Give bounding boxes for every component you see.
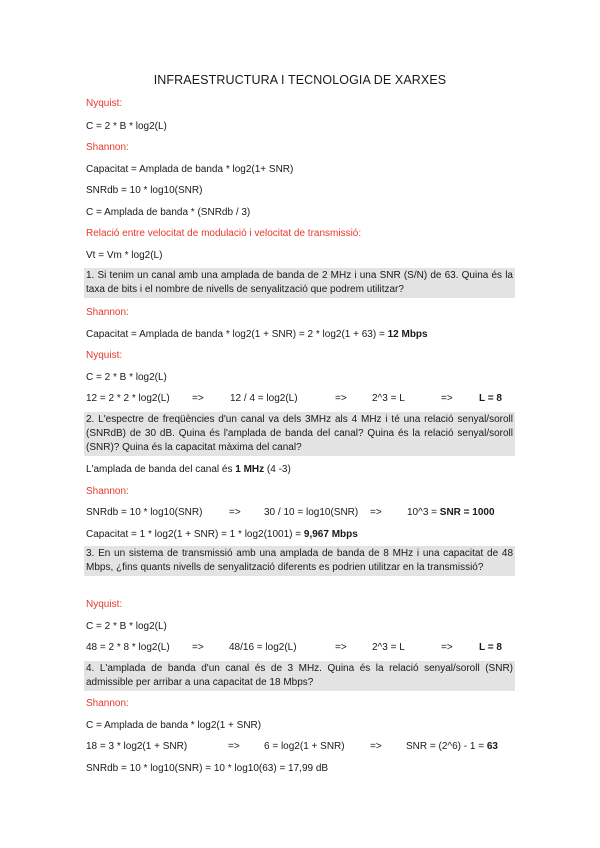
page-title: INFRAESTRUCTURA I TECNOLOGIA DE XARXES	[153, 73, 447, 87]
q1-shannon-calc-text: Capacitat = Amplada de banda * log2(1 + SNR) = 2 * log2(1 + 63) =	[86, 329, 388, 340]
q3-arrow-3: =>	[441, 642, 453, 653]
snrdb-formula: SNRdb = 10 * log10(SNR)	[86, 185, 203, 196]
q2-arrow-2: =>	[370, 507, 382, 518]
relation-label: Relació entre velocitat de modulació i velocitat de transmissió:	[86, 228, 362, 239]
q4-shannon-label: Shannon:	[86, 698, 129, 709]
q3-step-3: 2^3 = L	[372, 642, 405, 653]
q2-step-2: 30 / 10 = log10(SNR)	[264, 507, 359, 518]
q1-final: L = 8	[479, 393, 502, 404]
shannon-label: Shannon:	[86, 142, 129, 153]
q1-step-3: 2^3 = L	[372, 393, 405, 404]
q1-step-2: 12 / 4 = log2(L)	[230, 393, 298, 404]
q4-arrow-2: =>	[370, 741, 382, 752]
q2-bandwidth-note: (4 -3)	[264, 464, 291, 475]
q2-bandwidth-text: L'amplada de banda del canal és	[86, 464, 236, 475]
question-1: 1. Si tenim un canal amb una amplada de banda de 2 MHz i una SNR (S/N) de 63. Quina és la taxa de bits i el nombre de nivells de senyalització que podrem utilitzar?	[84, 268, 515, 298]
q3-arrow-1: =>	[192, 642, 204, 653]
q2-bandwidth-value: 1 MHz	[235, 464, 265, 475]
shannon-db-formula: C = Amplada de banda * (SNRdb / 3)	[86, 207, 251, 218]
q4-formula: C = Amplada de banda * log2(1 + SNR)	[86, 720, 262, 731]
q1-arrow-2: =>	[335, 393, 347, 404]
relation-formula: Vt = Vm * log2(L)	[86, 250, 163, 261]
q1-arrow-1: =>	[192, 393, 204, 404]
q1-arrow-3: =>	[441, 393, 453, 404]
q3-nyquist-formula: C = 2 * B * log2(L)	[86, 621, 167, 632]
q3-step-1: 48 = 2 * 8 * log2(L)	[86, 642, 170, 653]
q3-final: L = 8	[479, 642, 502, 653]
nyquist-label: Nyquist:	[86, 98, 123, 109]
q4-step-3-text: SNR = (2^6) - 1 =	[406, 741, 487, 752]
q2-bandwidth	[86, 463, 514, 476]
q4-arrow-1: =>	[228, 741, 240, 752]
q4-step-2: 6 = log2(1 + SNR)	[264, 741, 345, 752]
question-2: 2. L'espectre de freqüències d'un canal va dels 3MHz als 4 MHz i té una relació senyal/soroll (SNRdB) de 30 dB. Quina és l'amplada de banda del canal? Quina és la relació senyal/soroll (SNR)? Quina és la capacitat màxima del canal?	[84, 412, 515, 456]
q3-arrow-2: =>	[335, 642, 347, 653]
q2-arrow-1: =>	[229, 507, 241, 518]
q1-shannon-calc	[86, 328, 514, 341]
q1-shannon-label: Shannon:	[86, 307, 129, 318]
q4-snr-result: 63	[486, 741, 498, 752]
q2-step-3	[407, 506, 495, 519]
question-4: 4. L'amplada de banda d'un canal és de 3 MHz. Quina és la relació senyal/soroll (SNR) admissible per arribar a una capacitat de 18 Mbps?	[84, 661, 515, 691]
question-3: 3. En un sistema de transmissió amb una amplada de banda de 8 MHz i una capacitat de 48 Mbps, ¿fins quants nivells de senyalització diferents es podrien utilitzar en la transmissió?	[84, 546, 515, 576]
nyquist-formula: C = 2 * B * log2(L)	[86, 121, 167, 132]
q3-steps	[86, 641, 516, 655]
q2-step-1: SNRdb = 10 * log10(SNR)	[86, 507, 203, 518]
q2-capacity	[86, 528, 514, 541]
q2-capacity-calc: Capacitat = 1 * log2(1 + SNR) = 1 * log2(1001) =	[86, 529, 304, 540]
q1-nyquist-formula: C = 2 * B * log2(L)	[86, 372, 167, 383]
q4-snrdb: SNRdb = 10 * log10(SNR) = 10 * log10(63) = 17,99 dB	[86, 763, 329, 774]
q1-shannon-result: 12 Mbps	[387, 329, 428, 340]
q1-nyquist-label: Nyquist:	[86, 350, 123, 361]
shannon-formula: Capacitat = Amplada de banda * log2(1+ SNR)	[86, 164, 294, 175]
q2-shannon-label: Shannon:	[86, 486, 129, 497]
q2-snr-result: SNR = 1000	[439, 507, 495, 518]
q1-steps	[86, 392, 516, 406]
q2-steps	[86, 506, 516, 520]
q3-nyquist-label: Nyquist:	[86, 599, 123, 610]
q2-step-3-text: 10^3 =	[407, 507, 440, 518]
q2-capacity-result: 9,967 Mbps	[303, 529, 358, 540]
q4-step-3	[406, 740, 498, 753]
q3-step-2: 48/16 = log2(L)	[229, 642, 297, 653]
q4-steps	[86, 740, 516, 754]
q1-step-1: 12 = 2 * 2 * log2(L)	[86, 393, 170, 404]
q4-step-1: 18 = 3 * log2(1 + SNR)	[86, 741, 188, 752]
